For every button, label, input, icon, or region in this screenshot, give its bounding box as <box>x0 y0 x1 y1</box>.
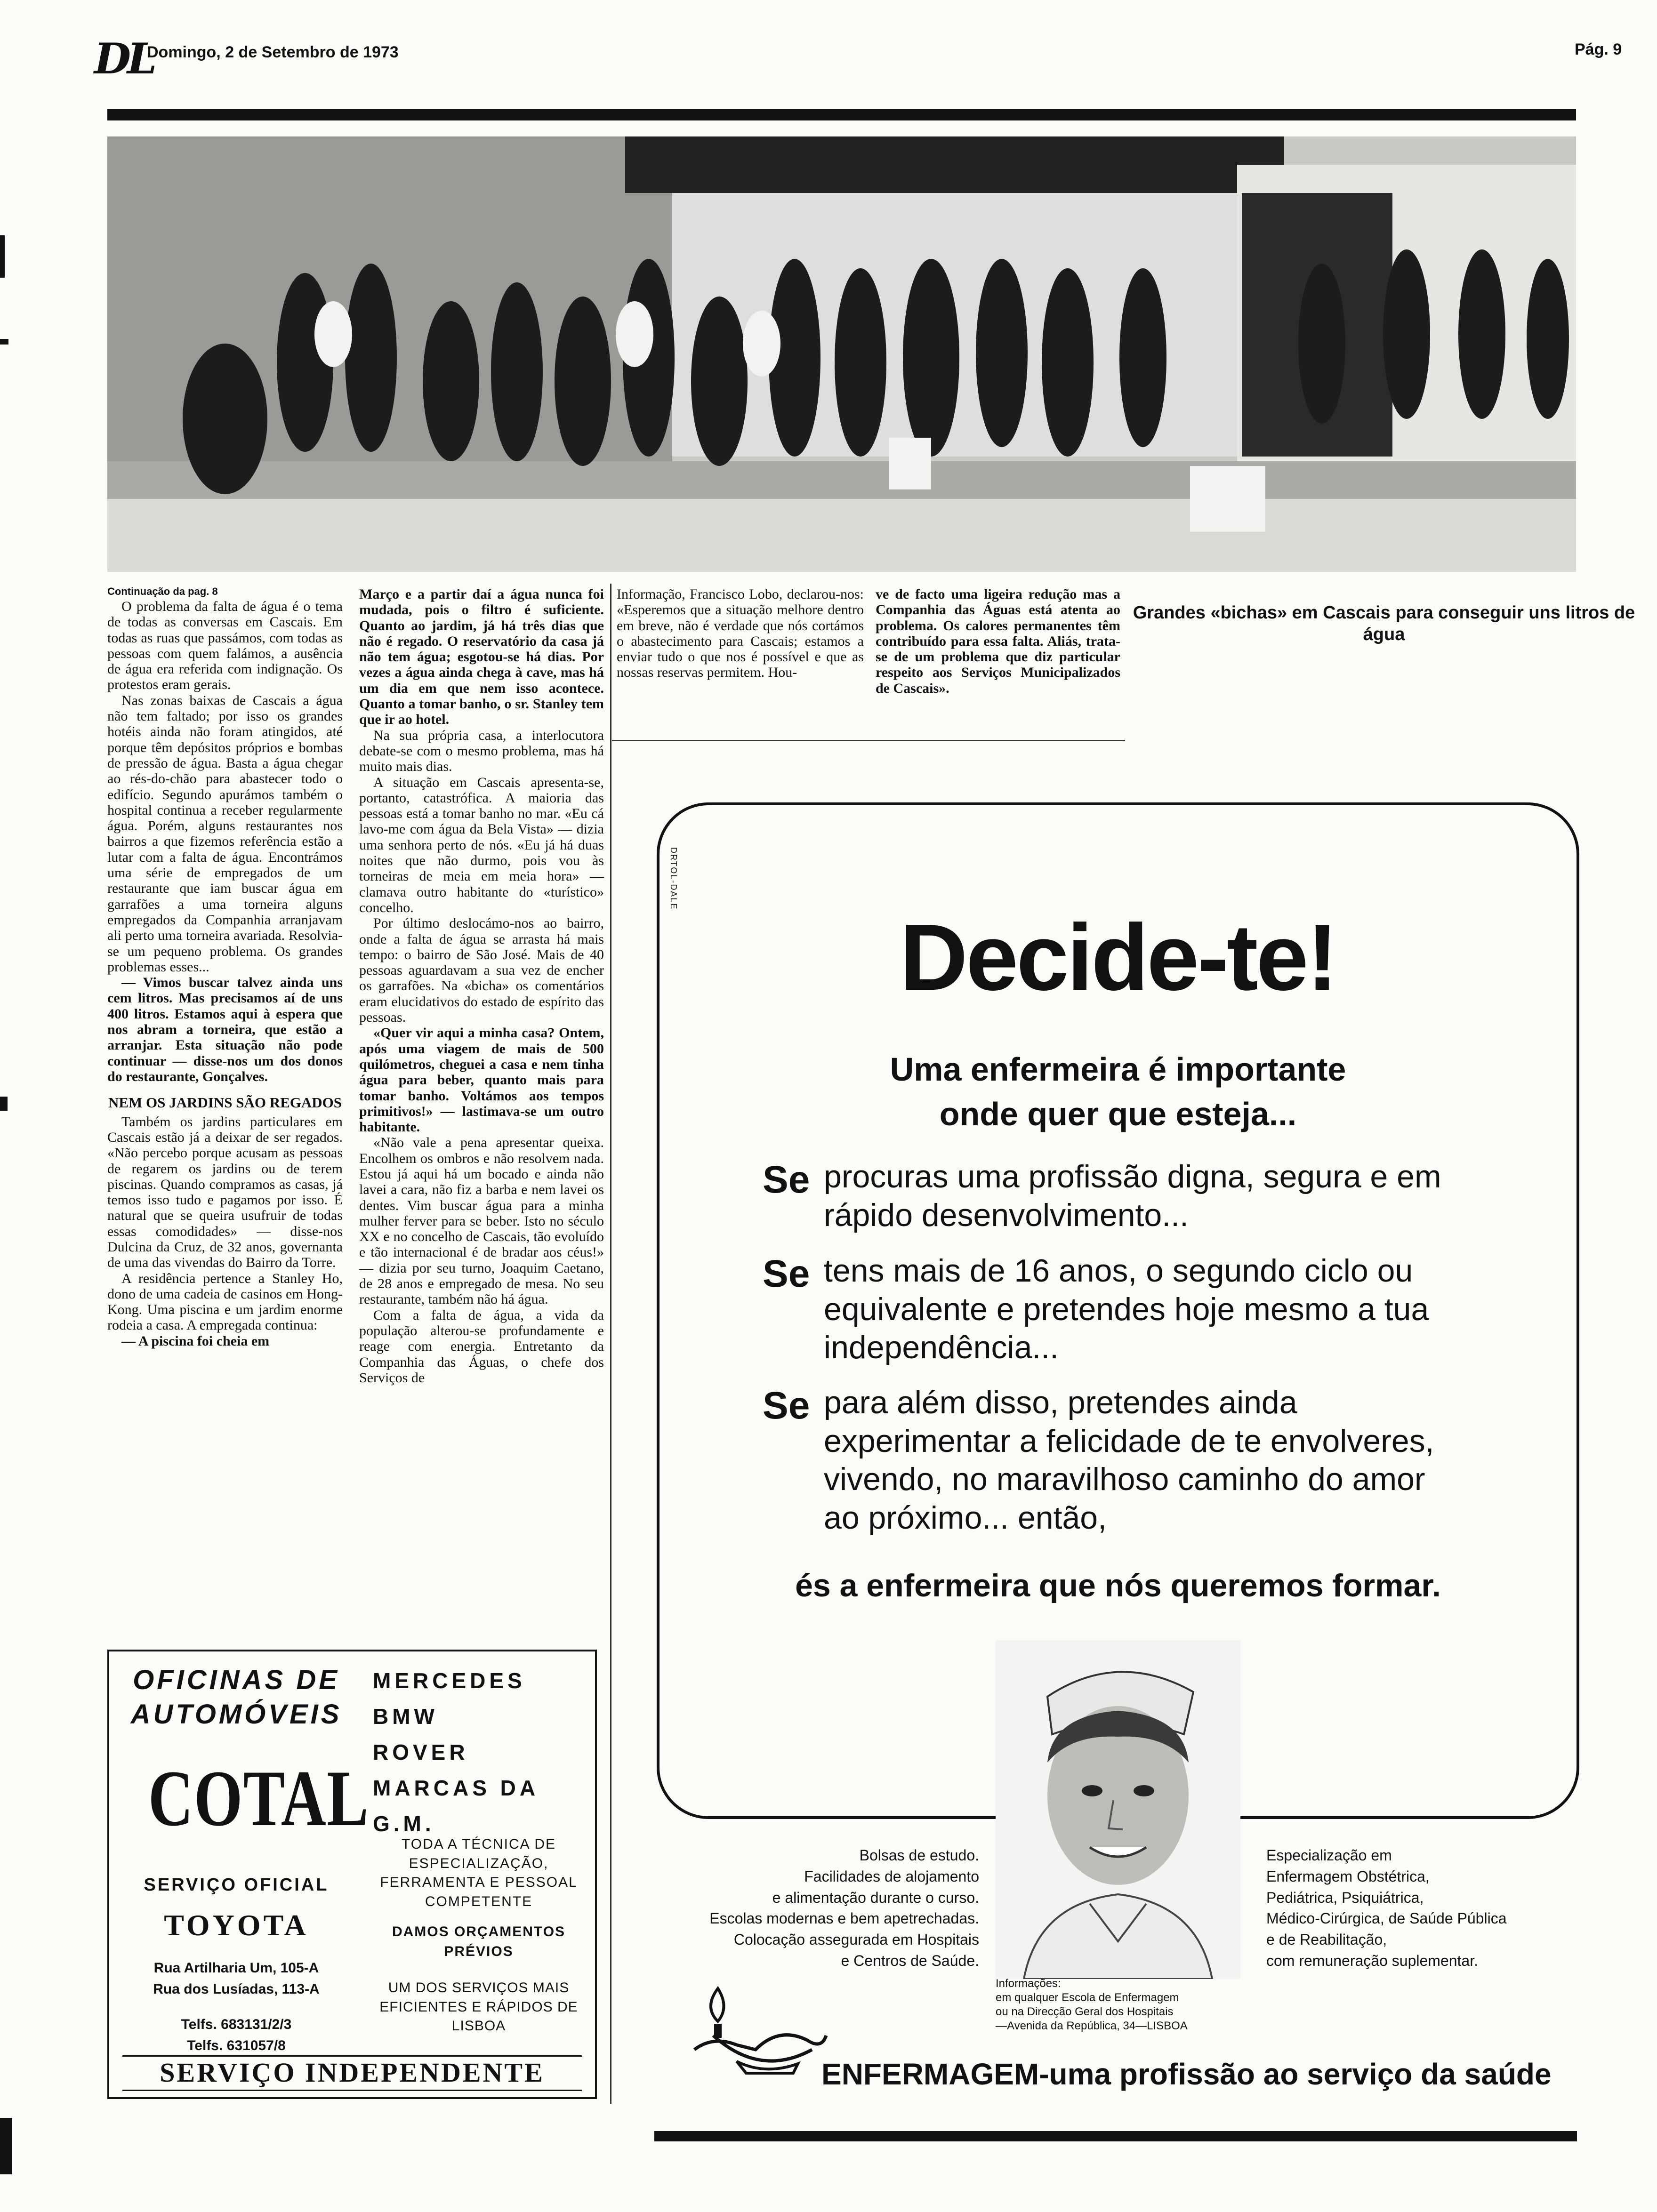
list-item: Especialização em <box>1266 1847 1392 1864</box>
article-column-4 <box>876 586 1120 737</box>
brand-item: BMW <box>373 1704 438 1729</box>
scan-mark <box>0 235 5 278</box>
cotal-quotes: DAMOS ORÇAMENTOS PRÉVIOS <box>392 1924 566 1959</box>
se-keyword: Se <box>763 1252 810 1295</box>
cotal-phones: Telfs. 683131/2/3 Telfs. 631057/8 <box>181 2017 292 2053</box>
se-keyword: Se <box>763 1384 810 1427</box>
list-item: e de Reabilitação, <box>1266 1931 1387 1948</box>
ad-subtitle: Uma enfermeira é importante onde quer que esteja... <box>890 1051 1346 1132</box>
list-item: Facilidades de alojamento <box>804 1867 979 1885</box>
cotal-service: SERVIÇO OFICIAL <box>144 1875 329 1895</box>
paragraph: ve de facto uma ligeira redução mas a Companhia das Águas está atenta ao problema. Os calores permanentes têm contribuído para essa falta. Aliás, trata-se de um problema que diz particular respeito aos Serviços Municipalizados de Cascais». <box>876 586 1120 696</box>
newspaper-logo: DL <box>94 34 153 84</box>
cotal-band: SERVIÇO INDEPENDENTE <box>122 2055 582 2091</box>
cotal-address: Rua Artilharia Um, 105-A Rua dos Lusíadas, 113-A <box>153 1960 320 1997</box>
oil-lamp-icon <box>685 1979 836 2083</box>
paragraph: Com a falta de água, a vida da população alterou-se profundamente e reage com energia. Entretanto da Companhia das Águas, o chefe dos Serviços de <box>359 1307 604 1386</box>
paragraph: «Não vale a pena apresentar queixa. Encolhem os ombros e não resolvem nada. Estou já aqui há um bocado e ainda não lavei a cara, não fiz a barba e nem lavei os dentes. Vim buscar água para a minha mulher ferver para se beber. Isto no século XX e no concelho de Cascais, tão evoluído e tão internacional é de bradar aos céus!» — dizia por seu turno, Joaquim Caetano, de 28 anos e empregado de mesa. No seu restaurante, também não há água. <box>359 1135 604 1307</box>
dateline: Domingo, 2 de Setembro de 1973 <box>147 43 399 61</box>
ad-agency-code: DRTOL-DALE <box>669 847 678 910</box>
article-column-2 <box>359 586 604 1631</box>
subheading: NEM OS JARDINS SÃO REGADOS <box>108 1094 342 1111</box>
ad-benefits-list <box>678 1845 979 1972</box>
header-rule <box>107 109 1576 120</box>
article-column-1 <box>107 599 343 1634</box>
paragraph: A residência pertence a Stanley Ho, dono de uma cadeia de casinos em Hong-Kong. Uma piscina e um jardim enorme rodeia a casa. A empregada continua: <box>107 1270 343 1333</box>
list-item: e Centros de Saúde. <box>841 1952 979 1969</box>
cotal-brands-list <box>373 1663 585 1842</box>
info-line: em qualquer Escola de Enfermagem <box>996 1991 1179 2004</box>
cotal-name: COTAL <box>148 1754 370 1843</box>
list-item: Médico-Cirúrgica, de Saúde Pública <box>1266 1910 1507 1927</box>
info-line: ou na Direcção Geral dos Hospitais <box>996 2005 1174 2018</box>
ad-title: Decide-te! <box>900 905 1336 1010</box>
paragraph: Na sua própria casa, a interlocutora debate-se com o mesmo problema, mas há muito mais dias. <box>359 727 604 775</box>
footer-rule <box>654 2131 1577 2141</box>
article-column-3 <box>617 586 864 737</box>
brand-item: MARCAS DA G.M. <box>373 1775 539 1836</box>
paragraph: O problema da falta de água é o tema de todas as conversas em Cascais. Em todas as ruas que passámos, com todas as pessoas com quem falámos, a ausência de água era referida com indignação. Os protestos eram gerais. <box>107 599 343 693</box>
article-bottom-rule <box>612 740 1125 741</box>
scan-mark <box>0 339 8 345</box>
ad-slogan: ENFERMAGEM-uma profissão ao serviço da saúde <box>821 2057 1552 2091</box>
scan-mark <box>0 2118 12 2174</box>
cotal-brand: TOYOTA <box>164 1908 309 1942</box>
list-item: Enfermagem Obstétrica, <box>1266 1867 1430 1885</box>
condition-text: para além disso, pretendes ainda experimentar a felicidade de te envolveres, vivendo, no maravilhoso caminho do amor ao próximo... então, <box>824 1385 1434 1536</box>
condition-text: tens mais de 16 anos, o segundo ciclo ou equivalente e pretendes hoje mesmo a tua independência... <box>824 1253 1429 1366</box>
ad-specializations-list <box>1266 1845 1568 1972</box>
paragraph: — A piscina foi cheia em <box>121 1333 270 1349</box>
list-item: Colocação assegurada em Hospitais <box>733 1931 979 1948</box>
paragraph: «Quer vir aqui a minha casa? Ontem, após uma viagem de mais de 500 quilómetros, cheguei a casa e nem tinha água para beber, quanto mais para tomar banho. Voltámos aos tempos primitivos!» — lastimava-se um outro habitante. <box>359 1025 604 1135</box>
cotal-technique: TODA A TÉCNICA DE ESPECIALIZAÇÃO, FERRAMENTA E PESSOAL COMPETENTE <box>380 1836 578 1909</box>
paragraph: Também os jardins particulares em Cascais estão já a deixar de ser regados. «Não percebo porque acusam as pessoas de regarem os jardins ou de terem piscinas. Quando compramos as casas, já temos isso tudo e pagamos por isso. É natural que se queira usufruir de todas essas comodidades» — disse-nos Dulcina da Cruz, de 32 anos, governanta de uma das vivendas do Bairro da Torre. <box>107 1114 343 1271</box>
cotal-heading: OFICINAS DE AUTOMÓVEIS <box>130 1665 342 1730</box>
page-number: Pág. 9 <box>1575 40 1622 58</box>
paragraph: A situação em Cascais apresenta-se, portanto, catastrófica. A maioria das pessoas está a tomar banho no mar. «Eu cá lavo-me com água da Bela Vista» — dizia uma senhora perto de nós. «Eu já há duas noites que não durmo, pois vou às torneiras de meia em meia hora» — clamava outro habitante do «turístico» concelho. <box>359 774 604 915</box>
list-item: Bolsas de estudo. <box>859 1847 979 1864</box>
se-keyword: Se <box>763 1158 810 1201</box>
brand-item: ROVER <box>373 1739 469 1764</box>
paragraph: Nas zonas baixas de Cascais a água não tem faltado; por isso os grandes hotéis ainda não foram atingidos, até porque têm depósitos próprios e bombas de pressão de água. Basta a água chegar ao rés-do-chão para abastecer todo o edifício. Segundo apurámos também o hospital continua a receber regularmente água. Porém, alguns restaurantes nos bairros a que fizemos referência estão a lutar com a falta de água. Encontrámos uma série de empregados de um restaurante que iam buscar água em garrafões a uma torneira alguns empregados da Companhia arranjavam ali perto uma torneira avariada. Resolvia-se um pequeno problema. Os grandes problemas esses... <box>107 692 343 975</box>
list-item: Pediátrica, Psiquiátrica, <box>1266 1889 1424 1906</box>
column-divider <box>610 584 611 2104</box>
brand-item: MERCEDES <box>373 1668 526 1693</box>
list-item: Escolas modernas e bem apetrechadas. <box>709 1910 979 1927</box>
cotal-efficient: UM DOS SERVIÇOS MAIS EFICIENTES E RÁPIDOS DE LISBOA <box>379 1980 578 2034</box>
paragraph: Março e a partir daí a água nunca foi mudada, pois o filtro é suficiente. Quanto ao jardim, já há três dias que não é regado. O reservatório da casa já não tem água; esgotou-se há dias. Por vezes a água ainda chega à cave, mas há um dia em que nem isso acontece. Quanto a tomar banho, o sr. Stanley tem que ir ao hotel. <box>359 586 604 728</box>
info-line: —Avenida da República, 34—LISBOA <box>996 2020 1188 2032</box>
paragraph: Informação, Francisco Lobo, declarou-nos: «Esperemos que a situação melhore dentro em breve, não é verdade que nós cortámos o abastecimento para Cascais; estamos a enviar tudo o que nos é possível e que as nossas reservas permitem. Hou- <box>617 586 864 681</box>
condition-text: procuras uma profissão digna, segura e em rápido desenvolvimento... <box>824 1159 1441 1233</box>
queue-photo <box>107 136 1576 572</box>
ad-info-block <box>996 1977 1240 2033</box>
paragraph: — Vimos buscar talvez ainda uns cem litros. Mas precisamos aí de uns 400 litros. Estamos aqui à espera que nos abram a torneira, que estão a arranjar. Esta situação não pode continuar — disse-nos um dos donos do restaurante, Gonçalves. <box>107 975 343 1084</box>
ad-closing-line: és a enfermeira que nós queremos formar. <box>795 1568 1441 1603</box>
list-item: com remuneração suplementar. <box>1266 1952 1478 1969</box>
cotal-advertisement <box>107 1650 597 2099</box>
info-line: Informações: <box>996 1977 1061 1990</box>
scan-mark <box>0 1097 8 1111</box>
list-item: e alimentação durante o curso. <box>772 1889 979 1906</box>
nurse-portrait <box>996 1640 1240 1979</box>
paragraph: Por último deslocámo-nos ao bairro, onde a falta de água se arrasta há mais tempo: o bairro de São José. Mais de 40 pessoas aguardavam a sua vez de encher os garrafões. Na «bicha» os comentários eram elucidativos do estado de espírito das pessoas. <box>359 915 604 1026</box>
photo-caption: Grandes «bichas» em Cascais para conseguir uns litros de água <box>1133 603 1635 644</box>
continuation-label: Continuação da pag. 8 <box>107 585 218 597</box>
